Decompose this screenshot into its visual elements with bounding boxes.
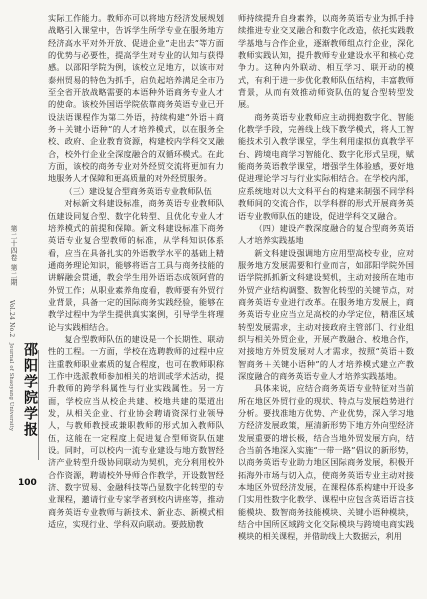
right-column — [238, 12, 414, 592]
section-heading: （三）建设复合型商务英语专业教师队伍 — [64, 185, 212, 196]
margin-running-head — [0, 0, 44, 599]
body-paragraph: 商务英语专业教师应主动拥抱数字化、智能化教学手段，完善线上线下教学模式，将人工智能技术引入教学课堂，学生利用虚拟仿真教学平台、跨境电商学习智能化、数字化形式呈现，赋能商务英语教学课堂，增强学生体验感，要好地促进理论学习与行业实际相结合。在学校内部，应系统地对以大文科平台的构建来制强不同学科教师间的交流合作，以学科群的形式开展商务英语专业教师队伍的建设，促进学科交叉融合。 — [238, 111, 414, 221]
page-number: 100 — [18, 478, 37, 488]
journal-title-cn: 邵阳学院学报 — [22, 342, 38, 438]
body-paragraph: 复合型教师队伍的建设是一个长期性、联动性的工程。一方面，学校在选聘教师的过程中应注重教师职业素质的复合程度，也可在教师职称工作中选派教师参加相关的培训或学术活动，提升教师的跨学科属性与行业实践属性。另一方面，学校应当从校企共建、校地共建的渠道出发，从相关企业、行业协会聘请资深行业领导人，与教师教授或兼职教师的形式加入教师队伍，这能在一定程度上促进复合型师资队伍建设。同时，可以校内一流专业建设与地方数智经济产业转型升级协同联动为契机，充分利用校外合作资源，聘请校外导师合作教学，开设数智经济、数字贸易、金融科技等凸显数字化转型的专业课程，邀请行业专家学者到校内讲座等，推动商务英语专业教师与新技术、新业态、新模式相适应，实现行业、学科双向联动。要鼓励教 — [48, 333, 224, 530]
margin-divider — [38, 350, 39, 460]
issue-label-en: Vol.24 No.2 — [8, 300, 15, 338]
body-paragraph: 师持续提升自身素养，以商务英语专业为抓手持续推进专业交叉融合和数字化改造，依托实践教学基地与合作企业，逐渐教师组点行企业，深化教师实践认知，提升教师专业建设水平和核心竞争力。这种内外联动、相互学习、联开动的模式，有利于进一步优化教师队伍结构，丰富教师背景，从而有效推动师资队伍的复合型转型发展。 — [238, 13, 414, 110]
body-paragraph: 对标新文科建设标准，商务英语专业教师队伍建设同复合型、数字化转型、且优化专业人才培养模式的前提和保障。新文科建设标准下商务英语专业复合型教师的标准，从学科知识体系看，应当在具备扎实的外语教学水平的基础上精通商务理论知识，能够将语言工具与商务技能的讲解融会贯通，教会学生用外语语态成领阿营的外贸工作；从职业素养角度看，教师要有外贸行业背景，具备一定的国际商务实践经验，能够在教学过程中为学生提供真实案例，引导学生将理论与实践相结合。 — [48, 198, 224, 332]
section-heading: （四）建设产教深度融合的复合型商务英语人才培养实践基地 — [238, 222, 414, 246]
body-paragraph: 具体来说，应结合商务英语专业特征对当前所在地区外贸行业的现状、特点与发展趋势进行分析。要找准地方优势、产业优势，深入学习地方经济发展政策，厘清新形势下地方外向型经济发展重要的增长极，结合当地外贸发展方向，结合当前各地深入实施“一带一路”倡议的新形势，以商务英语专业助力地区国际商务发展，积极开拓海外市场与切入点，使商务英语专业主动对接本地区外贸经济发展，在课程体系构建中开设多门实用性数字化教学、课程中应包含英语语言技能模块、数智商务技能模块、关键小语种模块，结合中国所区域跨文化交际模块与跨境电商实践模块的相关课程，并借助线上大数据云，利用 — [238, 383, 414, 542]
issue-label-cn: 第二十四卷 第二期 — [9, 225, 17, 287]
journal-title-en: Journal of Shaoyang University — [8, 343, 14, 432]
body-paragraph: 新文科建设强调地方应用型高校专业，应对服务地方发展需要和行业而言，如邵阳学院外国语学院抓抓新文科建设契机，主动对接所在地市外贸产业结构调整、数智化转型的关键节点，对商务英语专业进行改革。在服务地方发展上，商务英语专业应当立足高校的办学定位，精准区域转型发展需求，主动对接政府主管部门、行业组织与相关外贸企业，开展产教融合、校地合作，对接地方外贸发展对人才需求，按照“英语＋数智商务＋关键小语种”的人才培养模式建立产教深度融合的商务英语专业人才培养实践基地。 — [238, 247, 414, 381]
body-paragraph: 实际工作能力。教师亦可以将地方经济发展规划战略引入课堂中，告诉学生所学专业在服务地方经济高水平对外开放、促进企业“走出去”等方面的优势与必要性，提高学生对专业的认知与获得感。以邵阳学院为例，该校立足地方，以该市对泰州贸易的特色为抓手，启负起培养满足全市乃至全省开放战略需要的本语种外语商务专业人才的使命。该校外国语学院依靠商务英语专业已开设法语课程作为第二外语，持续构建“外语＋商务＋关键小语种”的人才培养模式，以在服务全校、政府、企业教育资源，构建校内学科交叉融合，校外行企业全深度融合的双循环模式。在此方面，该校的商务专业对外经贸交流将更加有力地服务人才保障和更高质量的对外经贸服务。 — [48, 13, 224, 184]
left-column — [48, 12, 224, 592]
